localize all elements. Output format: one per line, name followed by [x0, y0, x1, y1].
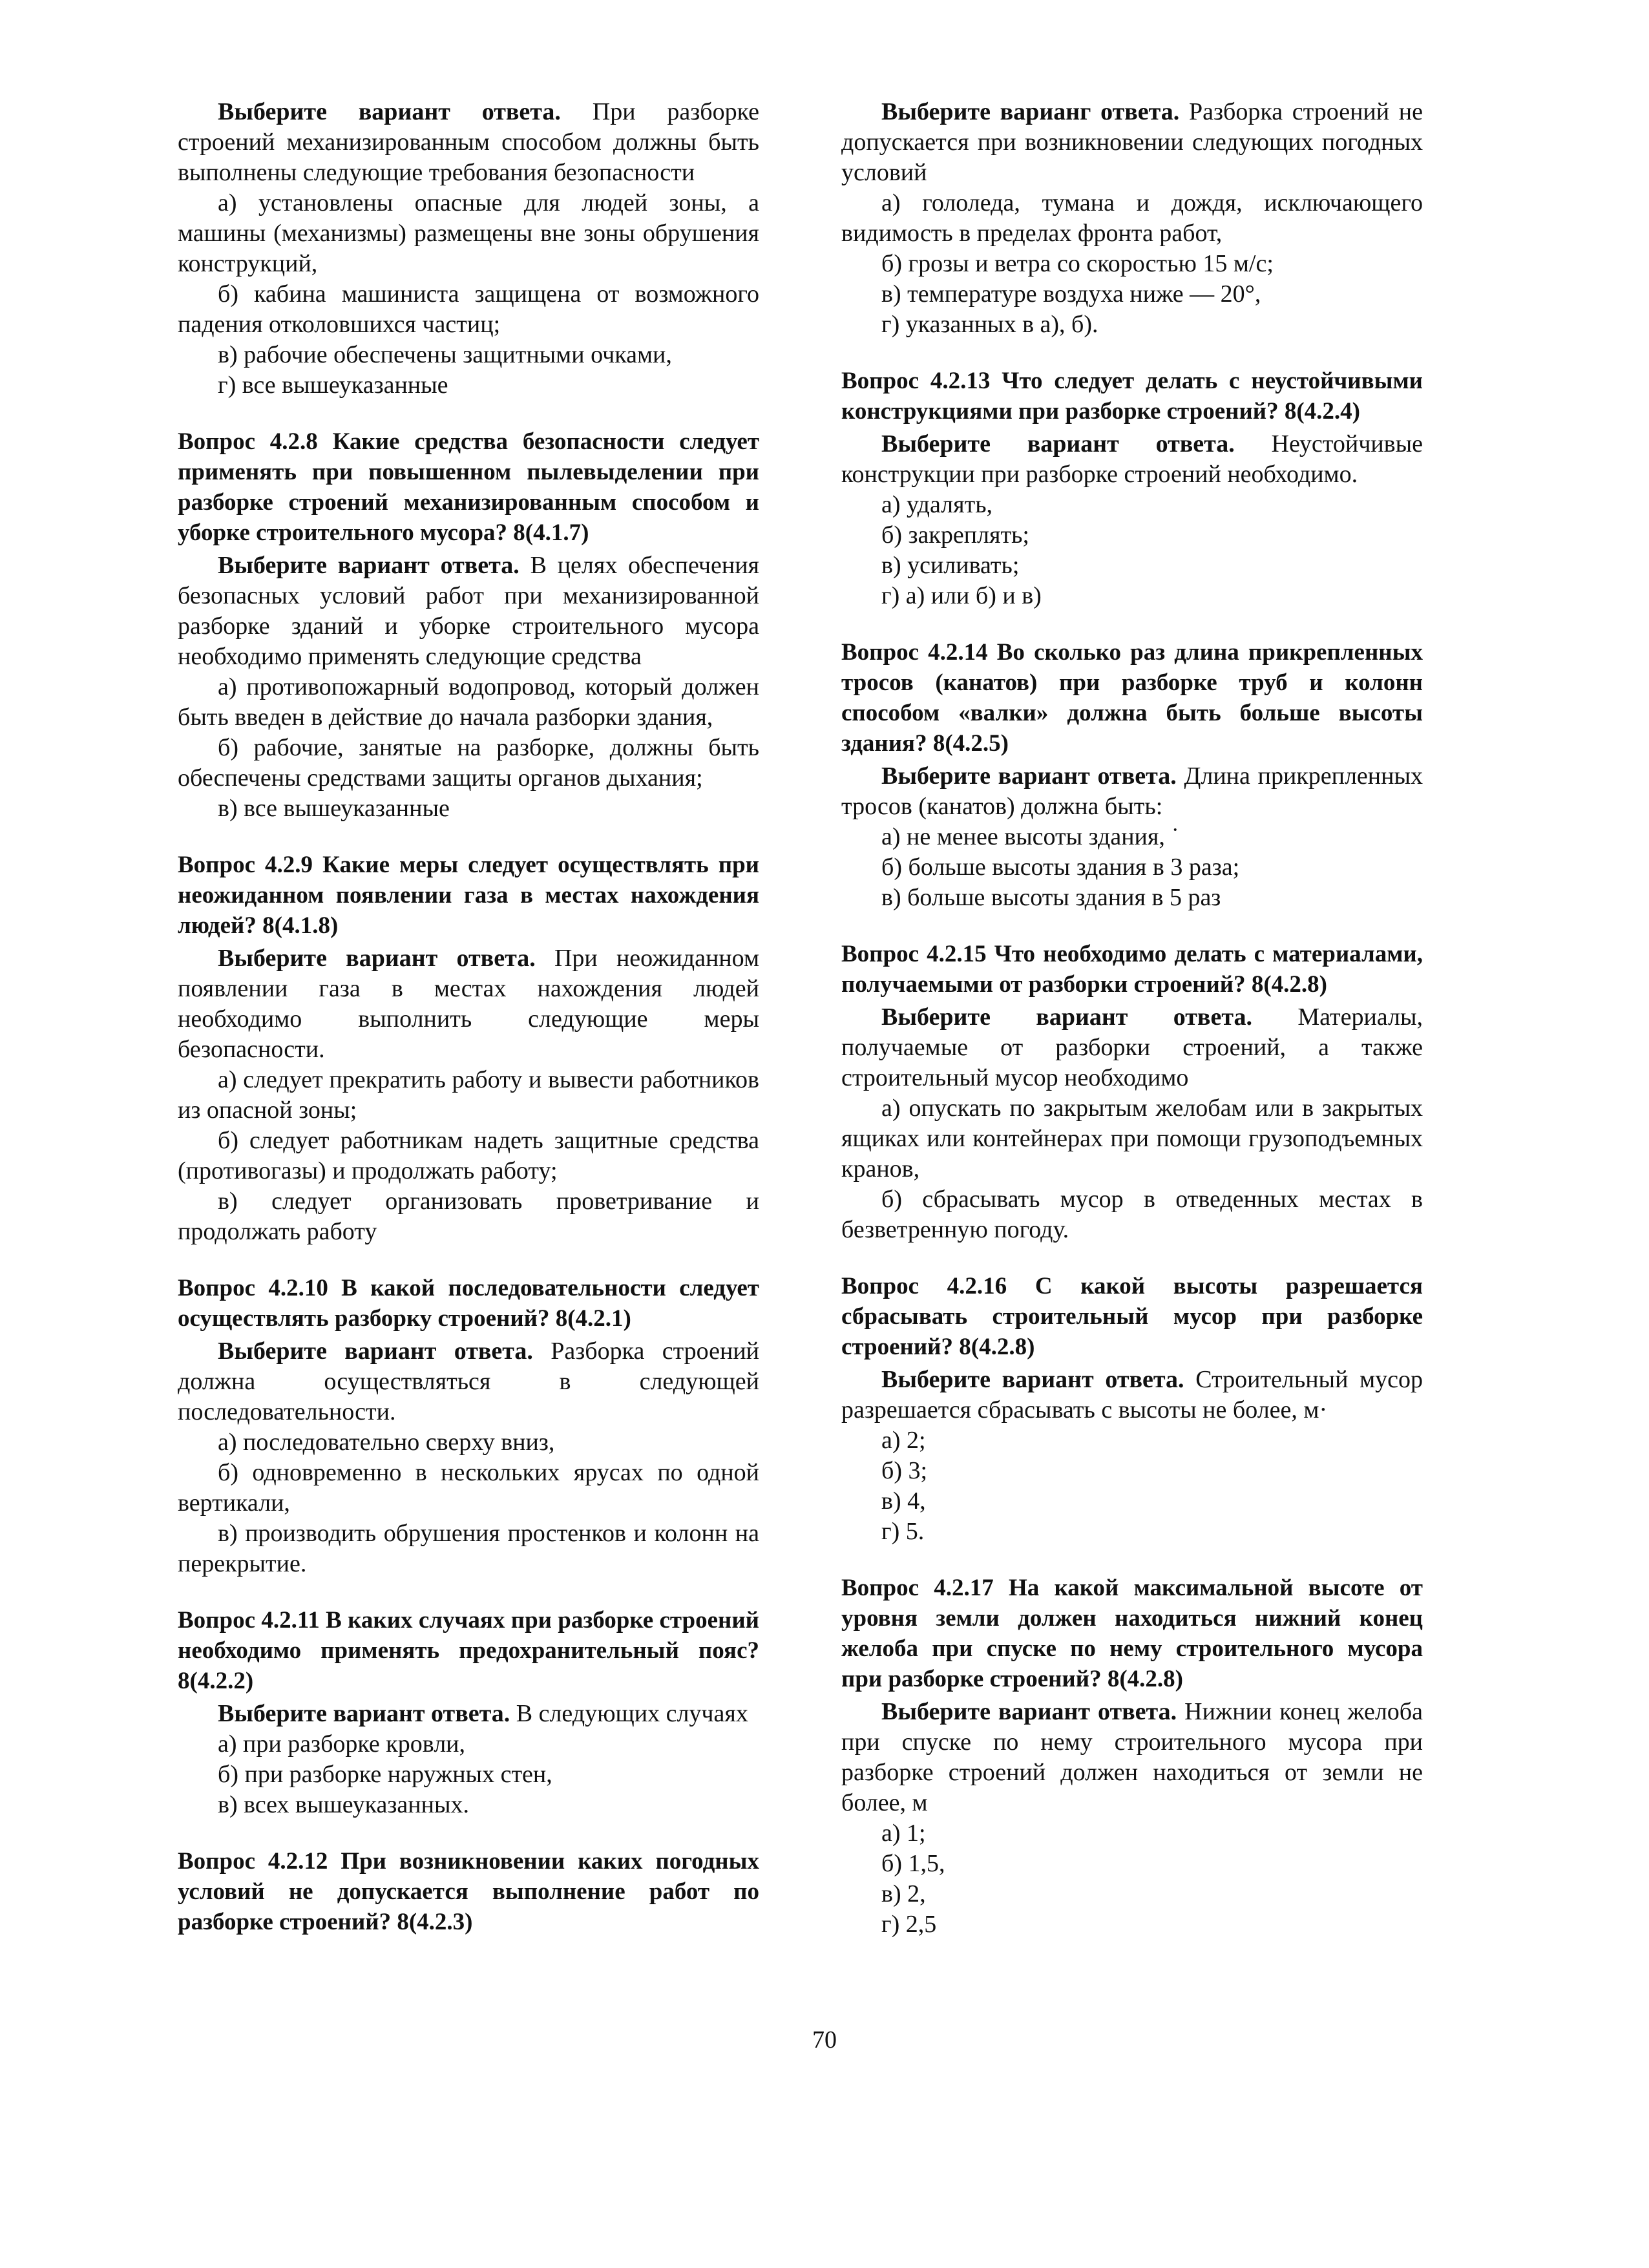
answer-intro	[841, 429, 1423, 490]
answer-option: в) всех вышеуказанных.	[218, 1791, 469, 1818]
question-block	[841, 1573, 1423, 1940]
answer-option: г) а) или б) и в)	[881, 582, 1042, 609]
answer-option: г) 5.	[881, 1518, 925, 1545]
answer-intro-text: Разборка строений не допускается при возникновении следующих погодных условий	[841, 98, 1423, 186]
answer-option: б) сбрасывать мусор в отведенных местах в безветренную погоду.	[841, 1186, 1423, 1243]
answer-option: б) кабина машиниста защищена от возможного падения отколовшихся частиц;	[178, 280, 759, 338]
answer-option: а) не менее высоты здания, ˙	[881, 823, 1180, 850]
answer-intro	[178, 1699, 759, 1729]
answer-intro-text: Материалы, получаемые от разборки строений, а также строительный мусор необходимо	[841, 1003, 1423, 1091]
answer-intro-lead: Выберите вариант ответа.	[881, 1003, 1252, 1031]
answer-intro-lead: Выберите вариант ответа.	[881, 430, 1235, 457]
answer-option: в) рабочие обеспечены защитными очками,	[218, 341, 672, 368]
answer-option: г) все вышеуказанные	[218, 372, 448, 399]
question-block	[841, 637, 1423, 913]
answer-option: в) следует организовать проветривание и продолжать работу	[178, 1188, 759, 1245]
answer-option: а) установлены опасные для людей зоны, а машины (механизмы) размещены вне зоны обрушения конструкций,	[178, 189, 759, 277]
answer-intro-lead: Выберите вариант ответа.	[881, 1366, 1184, 1393]
answer-intro	[178, 943, 759, 1065]
answer-intro	[178, 97, 759, 188]
answer-option: а) гололеда, тумана и дождя, исключающего видимость в пределах фронта работ,	[841, 189, 1423, 247]
answer-intro-text: В следующих случаях	[510, 1700, 748, 1727]
answer-intro-text: При разборке строений механизированным способом должны быть выполнены следующие требования безопасности	[178, 98, 760, 186]
answer-option: в) усиливать;	[881, 552, 1020, 579]
left-column	[178, 97, 759, 1963]
answer-option: в) больше высоты здания в 5 раз	[881, 884, 1221, 911]
question-block	[178, 426, 759, 824]
answer-option: б) грозы и ветра со скоростью 15 м/с;	[881, 250, 1274, 277]
question-heading: Вопрос 4.2.12 При возникновении каких погодных условий не допускается выполнение работ по разборке строений? 8(4.2.3)	[178, 1848, 759, 1935]
question-block	[841, 366, 1423, 611]
answer-option: б) закреплять;	[881, 521, 1029, 549]
answer-option: а) следует прекратить работу и вывести работников из опасной зоны;	[178, 1066, 759, 1124]
answer-option: б) следует работникам надеть защитные средства (противогазы) и продолжать работу;	[178, 1127, 759, 1184]
answer-intro-text: Неустойчивые конструкции при разборке строений необходимо.	[841, 430, 1423, 488]
answer-intro-text: При неожиданном появлении газа в местах нахождения людей необходимо выполнить следующие меры безопасности.	[178, 945, 759, 1063]
answer-intro-lead: Выберите вариант ответа.	[218, 945, 536, 972]
answer-option: б) одновременно в нескольких ярусах по одной вертикали,	[178, 1459, 759, 1517]
answer-intro	[841, 1365, 1423, 1425]
answer-intro-lead: Выберите вариант ответа.	[881, 762, 1177, 790]
answer-option: в) 2,	[881, 1880, 926, 1907]
answer-intro-lead: Выберите варианг ответа.	[881, 98, 1180, 125]
answer-option: а) удалять,	[881, 491, 993, 518]
question-block	[178, 850, 759, 1247]
answer-intro	[841, 1002, 1423, 1093]
answer-intro	[178, 1336, 759, 1427]
answer-intro-text: В целях обеспечения безопасных условий работ при механизированной разборке зданий и уборке строительного мусора необходимо применять следующие средства	[178, 552, 760, 670]
answer-option: б) рабочие, занятые на разборке, должны быть обеспечены средствами защиты органов дыхания;	[178, 734, 759, 792]
answer-intro-text: Нижнии конец желоба при спуске по нему строительного мусора при разборке строений должен находиться от земли не более, м	[841, 1698, 1423, 1816]
question-heading: Вопрос 4.2.17 На какой максимальной высоте от уровня земли должен находиться нижний конец желоба при спуске по нему строительного мусора при разборке строений? 8(4.2.8)	[841, 1575, 1423, 1692]
answer-intro	[841, 1697, 1423, 1818]
question-heading: Вопрос 4.2.9 Какие меры следует осуществлять при неожиданном появлении газа в местах нахождения людей? 8(4.1.8)	[178, 852, 759, 939]
question-block	[841, 939, 1423, 1245]
answer-option: в) температуре воздуха ниже — 20°,	[881, 280, 1261, 308]
question-heading: Вопрос 4.2.10 В какой последовательности следует осуществлять разборку строений? 8(4.2.1)	[178, 1275, 759, 1332]
question-heading: Вопрос 4.2.14 Во сколько раз длина прикрепленных тросов (канатов) при разборке труб и колонн способом «валки» должна быть больше высоты здания? 8(4.2.5)	[841, 639, 1423, 757]
question-heading: Вопрос 4.2.16 С какой высоты разрешается сбрасывать строительный мусор при разборке строений? 8(4.2.8)	[841, 1273, 1423, 1360]
answer-option: б) при разборке наружных стен,	[218, 1761, 552, 1788]
answer-option: б) больше высоты здания в 3 раза;	[881, 854, 1240, 881]
question-block	[178, 1273, 759, 1579]
answer-intro-lead: Выберите вариант ответа.	[218, 552, 520, 579]
answer-intro-text: Строительный мусор разрешается сбрасывать с высоты не более, м·	[841, 1366, 1423, 1423]
question-heading: Вопрос 4.2.15 Что необходимо делать с материалами, получаемыми от разборки строений? 8(4.2.8)	[841, 941, 1423, 998]
answer-option: в) производить обрушения простенков и колонн на перекрытие.	[178, 1520, 759, 1577]
answer-option: а) 1;	[881, 1820, 926, 1847]
answer-intro	[178, 551, 759, 672]
question-block	[178, 97, 759, 401]
right-column	[841, 97, 1423, 1966]
answer-option: а) при разборке кровли,	[218, 1730, 465, 1758]
question-block	[841, 97, 1423, 340]
question-block	[841, 1271, 1423, 1547]
question-block	[178, 1846, 759, 1937]
answer-option: г) указанных в а), б).	[881, 311, 1098, 338]
answer-option: г) 2,5	[881, 1911, 937, 1938]
answer-intro-text: Длина прикрепленных тросов (канатов) должна быть:	[841, 762, 1423, 820]
answer-option: а) 2;	[881, 1427, 926, 1454]
answer-intro-lead: Выберите вариант ответа.	[218, 98, 561, 125]
answer-option: а) противопожарный водопровод, который должен быть введен в действие до начала разборки здания,	[178, 673, 759, 731]
question-heading: Вопрос 4.2.8 Какие средства безопасности следует применять при повышенном пылевыделении при разборке строений механизированным способом и уборке строительного мусора? 8(4.1.7)	[178, 428, 759, 546]
question-heading: Вопрос 4.2.13 Что следует делать с неустойчивыми конструкциями при разборке строений? 8(4.2.4)	[841, 368, 1423, 425]
answer-option: а) последовательно сверху вниз,	[218, 1429, 555, 1456]
answer-intro	[841, 97, 1423, 188]
answer-option: б) 1,5,	[881, 1850, 945, 1877]
answer-option: в) 4,	[881, 1487, 926, 1515]
answer-intro-text: Разборка строений должна осуществляться в следующей последовательности.	[178, 1338, 760, 1425]
answer-option: в) все вышеуказанные	[218, 795, 450, 822]
answer-intro-lead: Выберите вариант ответа.	[881, 1698, 1177, 1725]
answer-intro-lead: Выберите вариант ответа.	[218, 1338, 533, 1365]
question-block	[178, 1605, 759, 1820]
page-number: 70	[812, 2026, 837, 2053]
question-heading: Вопрос 4.2.11 В каких случаях при разборке строений необходимо применять предохранительный пояс? 8(4.2.2)	[178, 1607, 759, 1694]
answer-option: а) опускать по закрытым желобам или в закрытых ящиках или контейнерах при помощи грузоподъемных кранов,	[841, 1095, 1423, 1182]
answer-intro-lead: Выберите вариант ответа.	[218, 1700, 510, 1727]
answer-option: б) 3;	[881, 1457, 928, 1484]
answer-intro	[841, 761, 1423, 822]
